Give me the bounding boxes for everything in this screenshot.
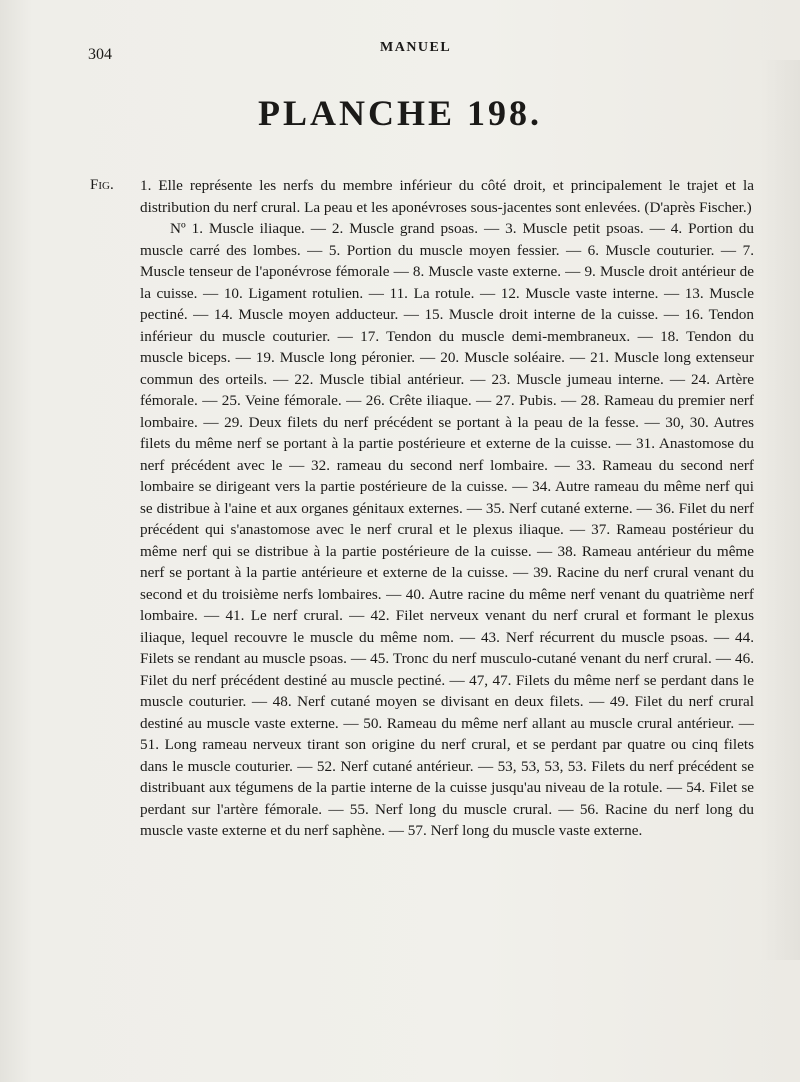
page-edge-shadow xyxy=(760,60,800,960)
figure-description xyxy=(90,175,754,842)
figure-legend: Nº 1. Muscle iliaque. — 2. Muscle grand psoas. — 3. Muscle petit psoas. — 4. Portion du muscle carré des lombes. — 5. Portion du muscle moyen fessier. — 6. Muscle couturier. — 7. Muscle tenseur de l'aponévrose fémorale — 8. Muscle vaste externe. — 9. Muscle droit antérieur de la cuisse. — 10. Ligament rotulien. — 11. La rotule. — 12. Muscle vaste interne. — 13. Muscle pectiné. — 14. Muscle moyen adducteur. — 15. Muscle droit interne de la cuisse. — 16. Tendon inférieur du muscle couturier. — 17. Tendon du muscle demi-membraneux. — 18. Tendon du muscle biceps. — 19. Muscle long péronier. — 20. Muscle soléaire. — 21. Muscle long extenseur commun des orteils. — 22. Muscle tibial antérieur. — 23. Muscle jumeau interne. — 24. Artère fémorale. — 25. Veine fémorale. — 26. Crête iliaque. — 27. Pubis. — 28. Rameau du premier nerf lombaire. — 29. Deux filets du nerf précédent se portant à la peau de la fesse. — 30, 30. Autres filets du même nerf se portant à la partie postérieure et externe de la cuisse. — 31. Anastomose du nerf précédent avec le — 32. rameau du second nerf lombaire. — 33. Rameau du second nerf lombaire se dirigeant vers la partie postérieure de la cuisse. — 34. Autre rameau du même nerf qui se distribue à l'aine et aux organes génitaux externes. — 35. Nerf cutané externe. — 36. Filet du nerf précédent qui s'anastomose avec le nerf crural et le plexus iliaque. — 37. Rameau postérieur du même nerf qui se distribue à la partie postérieure de la cuisse. — 38. Rameau antérieur du même nerf se portant à la partie antérieure et externe de la cuisse. — 39. Racine du nerf crural venant du second et du troisième nerfs lombaires. — 40. Autre racine du même nerf venant du quatrième nerf lombaire. — 41. Le nerf crural. — 42. Filet nerveux venant du nerf crural et formant le plexus iliaque, lequel recouvre le muscle du même nom. — 43. Nerf récurrent du muscle psoas. — 44. Filets se rendant au muscle psoas. — 45. Tronc du nerf musculo-cutané venant du nerf crural. — 46. Filet du nerf précédent destiné au muscle pectiné. — 47, 47. Filets du même nerf se perdant dans le muscle couturier. — 48. Nerf cutané moyen se divisant en deux filets. — 49. Filet du nerf crural destiné au muscle vaste externe. — 50. Rameau du même nerf allant au muscle crural antérieur. — 51. Long rameau nerveux tirant son origine du nerf crural, et se perdant par quatre ou cinq filets dans le muscle couturier. — 52. Nerf cutané antérieur. — 53, 53, 53, 53. Filets du nerf précédent se distribuant aux tégumens de la partie interne de la cuisse jusqu'au niveau de la rotule. — 54. Filet se perdant sur l'artère fémorale. — 55. Nerf long du muscle crural. — 56. Racine du nerf long du muscle vaste externe et du nerf saphène. — 57. Nerf long du muscle vaste externe. xyxy=(140,220,754,839)
running-title: MANUEL xyxy=(380,40,452,55)
plate-title: PLANCHE 198. xyxy=(257,93,542,133)
page-number: 304 xyxy=(88,46,112,63)
figure-label: Fig. xyxy=(90,177,114,193)
figure-intro: 1. Elle représente les nerfs du membre inférieur du côté droit, et principalement le trajet et la distribution du nerf crural. La peau et les aponévroses sous-jacentes sont enlevées. (D'après Fischer.) xyxy=(140,177,754,216)
